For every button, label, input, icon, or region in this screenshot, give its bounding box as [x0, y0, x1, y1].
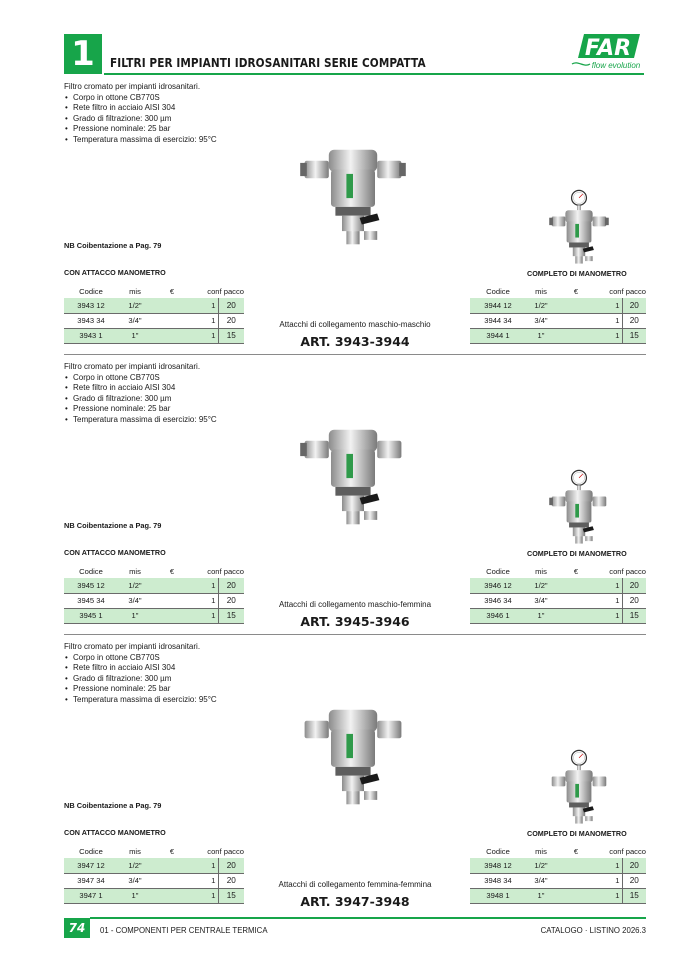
chapter-number: 1 — [64, 34, 102, 74]
left-price-table — [64, 284, 244, 344]
cell-size: 3/4" — [118, 873, 152, 888]
with-gauge-port-label: CON ATTACCO MANOMETRO — [64, 268, 166, 277]
cell-box-qty: 20 — [622, 873, 646, 888]
with-gauge-port-label: CON ATTACCO MANOMETRO — [64, 828, 166, 837]
product-description — [64, 82, 217, 146]
col-header-size: mis — [535, 566, 547, 576]
cell-box-qty: 20 — [218, 873, 244, 888]
connection-type: Attacchi di collegamento femmina-femmina — [278, 880, 432, 889]
spec-bullet: • Temperatura massima di esercizio: 95°C — [64, 415, 217, 426]
col-header-pack: conf pacco — [609, 566, 646, 576]
filter-valve-image — [298, 418, 408, 536]
footer-divider — [90, 917, 646, 919]
filter-valve-image — [298, 138, 408, 256]
table-header-row — [64, 844, 244, 858]
cell-size: 3/4" — [526, 593, 556, 608]
table-header-row — [64, 284, 244, 298]
table-header-row — [470, 564, 646, 578]
spec-bullet: • Grado di filtrazione: 300 µm — [64, 394, 217, 405]
cell-pack-qty: 1 — [596, 298, 622, 313]
insulation-note: NB Coibentazione a Pag. 79 — [64, 521, 162, 530]
product-description — [64, 642, 217, 706]
far-logo — [570, 30, 646, 72]
cell-size: 1/2" — [526, 858, 556, 873]
cell-pack-qty: 1 — [192, 313, 218, 328]
spec-bullet: • Rete filtro in acciaio AISI 304 — [64, 663, 217, 674]
cell-box-qty: 15 — [218, 328, 244, 343]
cell-box-qty: 20 — [218, 298, 244, 313]
cell-box-qty: 20 — [218, 313, 244, 328]
cell-pack-qty: 1 — [192, 858, 218, 873]
cell-price — [152, 593, 192, 608]
cell-size: 3/4" — [118, 593, 152, 608]
logo-tagline: flow evolution — [591, 61, 641, 70]
footer-catalog: CATALOGO · LISTINO 2026.3 — [540, 926, 646, 935]
cell-pack-qty: 1 — [192, 328, 218, 343]
cell-code: 3943 1 — [64, 328, 118, 343]
col-header-size: mis — [129, 286, 141, 296]
col-header-pack: conf pacco — [609, 286, 646, 296]
table-header-row — [64, 564, 244, 578]
spec-bullet: • Temperatura massima di esercizio: 95°C — [64, 135, 217, 146]
cell-price — [152, 888, 192, 903]
article-number: ART. 3947-3948 — [300, 894, 410, 909]
table-row — [470, 608, 646, 623]
section-divider — [64, 354, 646, 355]
cell-code: 3945 12 — [64, 578, 118, 593]
spec-bullet: • Temperatura massima di esercizio: 95°C — [64, 695, 217, 706]
spec-bullet: • Pressione nominale: 25 bar — [64, 124, 217, 135]
cell-size: 1/2" — [118, 578, 152, 593]
cell-code: 3948 1 — [470, 888, 526, 903]
cell-code: 3947 34 — [64, 873, 118, 888]
spec-bullet: • Pressione nominale: 25 bar — [64, 684, 217, 695]
cell-code: 3945 1 — [64, 608, 118, 623]
cell-box-qty: 20 — [218, 578, 244, 593]
table-row — [470, 873, 646, 888]
cell-price — [556, 298, 596, 313]
cell-size: 1" — [526, 608, 556, 623]
article-number: ART. 3943-3944 — [300, 334, 410, 349]
section-divider — [64, 634, 646, 635]
spec-bullet: • Grado di filtrazione: 300 µm — [64, 674, 217, 685]
with-gauge-label: COMPLETO DI MANOMETRO — [527, 269, 627, 278]
spec-bullet: • Pressione nominale: 25 bar — [64, 404, 217, 415]
cell-code: 3945 34 — [64, 593, 118, 608]
table-row — [64, 873, 244, 888]
right-price-table — [470, 284, 646, 344]
cell-box-qty: 20 — [622, 298, 646, 313]
col-header-code: Codice — [486, 846, 510, 856]
cell-box-qty: 20 — [622, 593, 646, 608]
cell-pack-qty: 1 — [192, 873, 218, 888]
cell-price — [556, 313, 596, 328]
table-row — [64, 608, 244, 623]
description-intro: Filtro cromato per impianti idrosanitari. — [64, 82, 201, 91]
cell-pack-qty: 1 — [596, 313, 622, 328]
cell-size: 1/2" — [118, 298, 152, 313]
col-header-code: Codice — [486, 566, 510, 576]
col-header-pack: conf pacco — [207, 566, 244, 576]
col-header-price: € — [573, 566, 579, 576]
table-row — [470, 578, 646, 593]
col-header-price: € — [169, 286, 175, 296]
cell-box-qty: 15 — [218, 608, 244, 623]
table-row — [470, 858, 646, 873]
table-header-row — [470, 284, 646, 298]
col-header-price: € — [573, 286, 579, 296]
col-header-price: € — [169, 846, 175, 856]
col-header-code: Codice — [79, 846, 103, 856]
cell-code: 3944 12 — [470, 298, 526, 313]
insulation-note: NB Coibentazione a Pag. 79 — [64, 801, 162, 810]
cell-code: 3943 12 — [64, 298, 118, 313]
col-header-size: mis — [535, 846, 547, 856]
cell-price — [556, 873, 596, 888]
connection-type: Attacchi di collegamento maschio-maschio — [279, 320, 431, 329]
with-gauge-label: COMPLETO DI MANOMETRO — [527, 829, 627, 838]
right-price-table — [470, 564, 646, 624]
table-row — [64, 888, 244, 903]
cell-code: 3943 34 — [64, 313, 118, 328]
cell-pack-qty: 1 — [192, 888, 218, 903]
cell-code: 3946 1 — [470, 608, 526, 623]
cell-code: 3946 12 — [470, 578, 526, 593]
cell-price — [556, 888, 596, 903]
cell-price — [556, 593, 596, 608]
cell-size: 1" — [118, 328, 152, 343]
col-header-pack: conf pacco — [207, 846, 244, 856]
cell-box-qty: 15 — [622, 608, 646, 623]
cell-size: 1" — [526, 888, 556, 903]
cell-code: 3946 34 — [470, 593, 526, 608]
cell-pack-qty: 1 — [596, 608, 622, 623]
table-row — [64, 858, 244, 873]
cell-pack-qty: 1 — [596, 873, 622, 888]
spec-bullet: • Rete filtro in acciaio AISI 304 — [64, 383, 217, 394]
header-divider — [104, 73, 644, 75]
cell-pack-qty: 1 — [596, 328, 622, 343]
article-number: ART. 3945-3946 — [300, 614, 410, 629]
filter-valve-gauge-image — [548, 466, 610, 548]
cell-size: 1/2" — [118, 858, 152, 873]
cell-size: 1" — [526, 328, 556, 343]
cell-code: 3948 12 — [470, 858, 526, 873]
spec-bullet: • Grado di filtrazione: 300 µm — [64, 114, 217, 125]
with-gauge-label: COMPLETO DI MANOMETRO — [527, 549, 627, 558]
col-header-code: Codice — [79, 566, 103, 576]
cell-size: 3/4" — [526, 873, 556, 888]
cell-price — [556, 328, 596, 343]
col-header-size: mis — [535, 286, 547, 296]
filter-valve-gauge-image — [548, 186, 610, 268]
spec-bullet: • Corpo in ottone CB770S — [64, 373, 217, 384]
col-header-pack: conf pacco — [207, 286, 244, 296]
cell-price — [152, 328, 192, 343]
table-row — [64, 313, 244, 328]
table-row — [470, 888, 646, 903]
product-description — [64, 362, 217, 426]
cell-price — [152, 608, 192, 623]
col-header-price: € — [573, 846, 579, 856]
cell-price — [152, 858, 192, 873]
col-header-code: Codice — [79, 286, 103, 296]
col-header-size: mis — [129, 566, 141, 576]
cell-size: 1/2" — [526, 578, 556, 593]
cell-size: 1" — [118, 888, 152, 903]
cell-price — [556, 578, 596, 593]
cell-size: 3/4" — [526, 313, 556, 328]
cell-box-qty: 20 — [622, 313, 646, 328]
cell-pack-qty: 1 — [596, 593, 622, 608]
footer-chapter: 01 - COMPONENTI PER CENTRALE TERMICA — [100, 926, 268, 935]
col-header-size: mis — [129, 846, 141, 856]
cell-box-qty: 20 — [218, 858, 244, 873]
cell-box-qty: 15 — [622, 328, 646, 343]
connection-type: Attacchi di collegamento maschio-femmina — [278, 600, 432, 609]
cell-pack-qty: 1 — [192, 298, 218, 313]
table-row — [470, 313, 646, 328]
spec-bullet: • Corpo in ottone CB770S — [64, 653, 217, 664]
left-price-table — [64, 844, 244, 904]
cell-pack-qty: 1 — [596, 578, 622, 593]
cell-code: 3944 1 — [470, 328, 526, 343]
table-row — [64, 593, 244, 608]
table-header-row — [470, 844, 646, 858]
description-intro: Filtro cromato per impianti idrosanitari. — [64, 642, 201, 651]
cell-box-qty: 20 — [218, 593, 244, 608]
col-header-pack: conf pacco — [609, 846, 646, 856]
cell-pack-qty: 1 — [192, 593, 218, 608]
filter-valve-gauge-image — [548, 746, 610, 828]
cell-box-qty: 20 — [622, 858, 646, 873]
cell-box-qty: 15 — [218, 888, 244, 903]
spec-bullet: • Corpo in ottone CB770S — [64, 93, 217, 104]
cell-price — [152, 873, 192, 888]
spec-bullet: • Rete filtro in acciaio AISI 304 — [64, 103, 217, 114]
table-row — [470, 298, 646, 313]
table-row — [64, 298, 244, 313]
page-number: 74 — [64, 918, 90, 938]
cell-code: 3944 34 — [470, 313, 526, 328]
cell-pack-qty: 1 — [596, 858, 622, 873]
cell-price — [152, 298, 192, 313]
filter-valve-image — [298, 698, 408, 816]
cell-size: 1/2" — [526, 298, 556, 313]
cell-pack-qty: 1 — [192, 578, 218, 593]
cell-code: 3948 34 — [470, 873, 526, 888]
cell-price — [556, 608, 596, 623]
description-intro: Filtro cromato per impianti idrosanitari. — [64, 362, 201, 371]
col-header-code: Codice — [486, 286, 510, 296]
table-row — [64, 578, 244, 593]
table-row — [470, 328, 646, 343]
cell-pack-qty: 1 — [192, 608, 218, 623]
cell-size: 1" — [118, 608, 152, 623]
cell-price — [152, 578, 192, 593]
cell-price — [152, 313, 192, 328]
insulation-note: NB Coibentazione a Pag. 79 — [64, 241, 162, 250]
col-header-price: € — [169, 566, 175, 576]
left-price-table — [64, 564, 244, 624]
logo-wordmark: FAR — [584, 36, 632, 61]
with-gauge-port-label: CON ATTACCO MANOMETRO — [64, 548, 166, 557]
cell-size: 3/4" — [118, 313, 152, 328]
cell-code: 3947 1 — [64, 888, 118, 903]
cell-pack-qty: 1 — [596, 888, 622, 903]
table-row — [64, 328, 244, 343]
right-price-table — [470, 844, 646, 904]
cell-box-qty: 15 — [622, 888, 646, 903]
cell-price — [556, 858, 596, 873]
table-row — [470, 593, 646, 608]
page-title: FILTRI PER IMPIANTI IDROSANITARI SERIE COMPATTA — [110, 55, 426, 70]
cell-box-qty: 20 — [622, 578, 646, 593]
cell-code: 3947 12 — [64, 858, 118, 873]
